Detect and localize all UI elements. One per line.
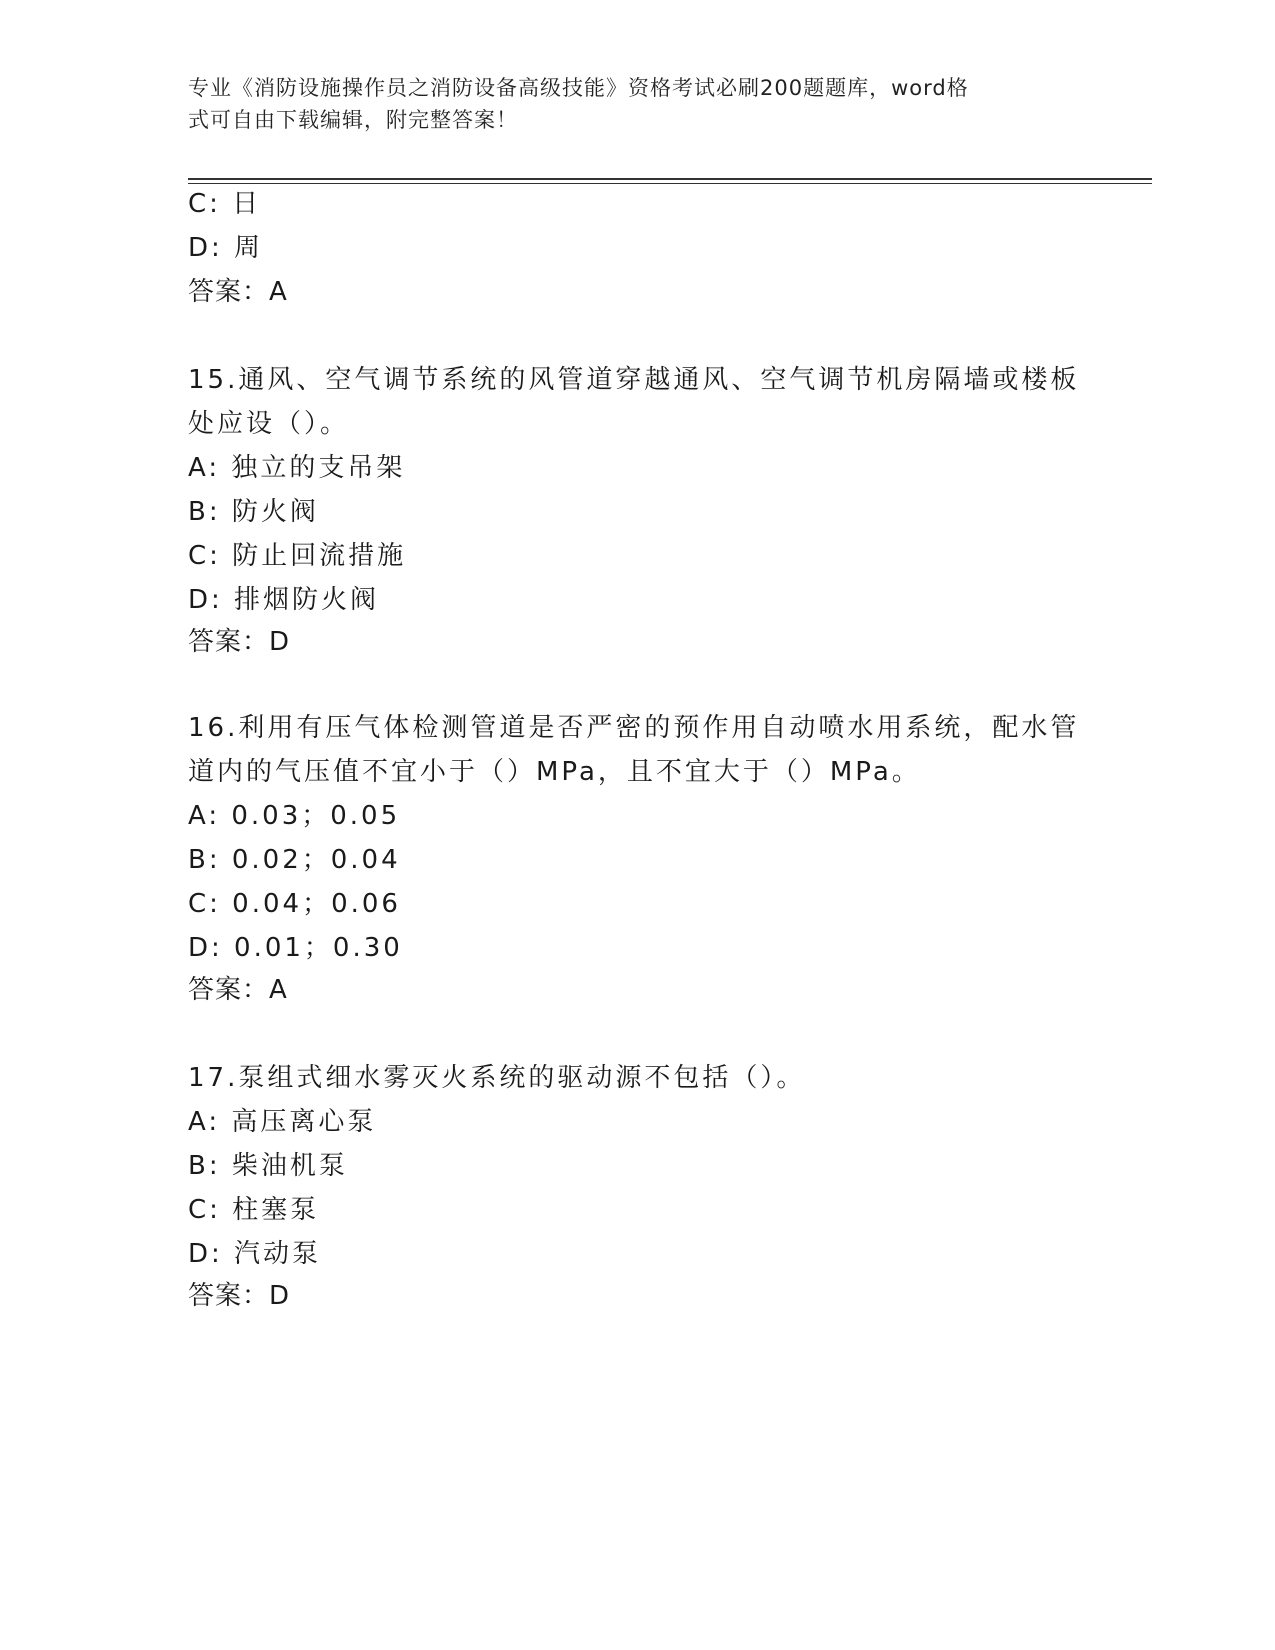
option-b: B: 防火阀 xyxy=(188,497,319,527)
option-a: A: 高压离心泵 xyxy=(188,1107,377,1137)
option-c: C: 防止回流措施 xyxy=(188,541,407,571)
question-stem-line-2: 处应设（）。 xyxy=(188,409,350,439)
header-line-1: 专业《消防设施操作员之消防设备高级技能》资格考试必刷200题题库，word格 xyxy=(188,76,969,100)
answer: 答案：A xyxy=(188,975,288,1005)
option-d: D: 0.01；0.30 xyxy=(188,933,403,963)
option-a: A: 0.03；0.05 xyxy=(188,801,401,831)
question-stem-line-1: 16.利用有压气体检测管道是否严密的预作用自动喷水用系统，配水管 xyxy=(188,713,1080,743)
question-stem-line-2: 道内的气压值不宜小于（）MPa，且不宜大于（）MPa。 xyxy=(188,757,921,787)
question-stem-line-1: 15.通风、空气调节系统的风管道穿越通风、空气调节机房隔墙或楼板 xyxy=(188,365,1080,395)
header-divider xyxy=(188,178,1152,184)
option-a: A: 独立的支吊架 xyxy=(188,453,406,483)
option-d: D: 排烟防火阀 xyxy=(188,585,380,615)
option-c: C: 柱塞泵 xyxy=(188,1195,320,1225)
answer: 答案：D xyxy=(188,1281,291,1311)
option-b: B: 柴油机泵 xyxy=(188,1151,348,1181)
option-c: C: 0.04；0.06 xyxy=(188,889,401,919)
header-line-2: 式可自由下载编辑，附完整答案！ xyxy=(188,108,518,132)
question-stem-line-1: 17.泵组式细水雾灭火系统的驱动源不包括（）。 xyxy=(188,1063,806,1093)
prev-answer: 答案：A xyxy=(188,277,288,307)
prev-option-c: C: 日 xyxy=(188,189,262,219)
option-d: D: 汽动泵 xyxy=(188,1239,322,1269)
answer: 答案：D xyxy=(188,627,291,657)
document-header xyxy=(188,72,1068,136)
prev-option-d: D: 周 xyxy=(188,233,264,263)
option-b: B: 0.02；0.04 xyxy=(188,845,401,875)
